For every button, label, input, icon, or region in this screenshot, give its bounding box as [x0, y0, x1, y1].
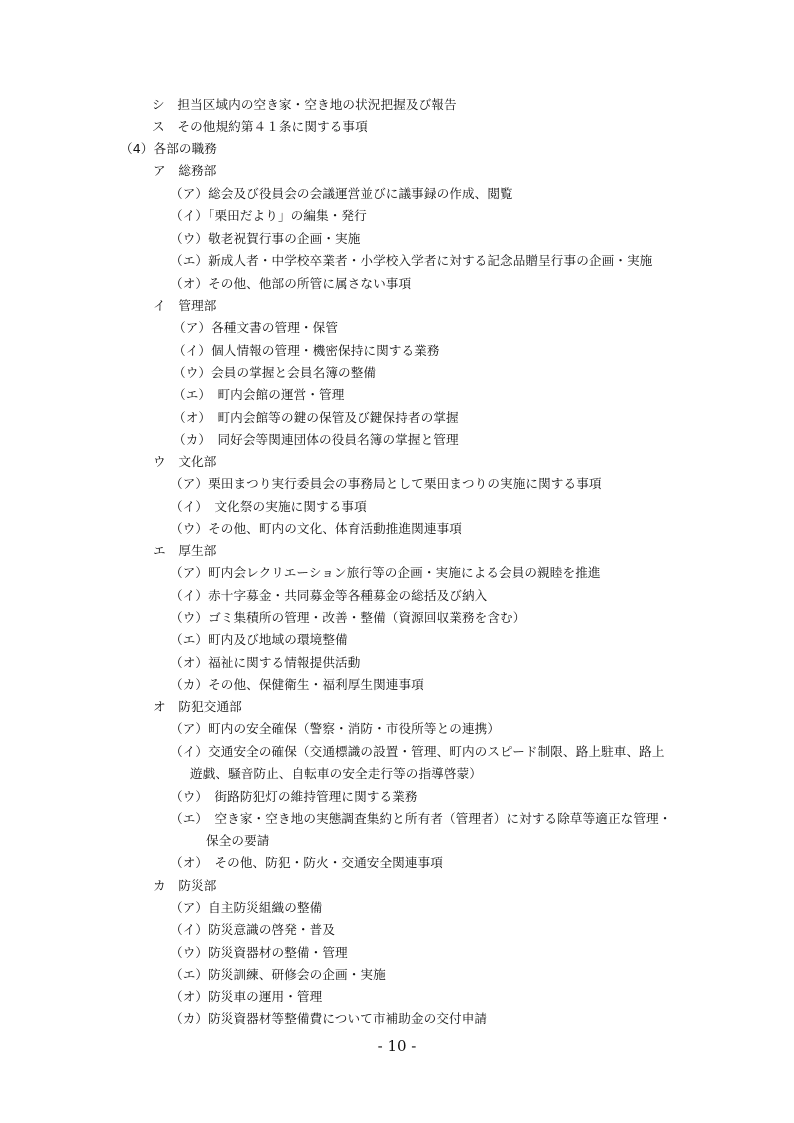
text-line: （ア）総会及び役員会の会議運営並びに議事録の作成、閲覧 — [170, 186, 513, 201]
text-line: （ウ）ゴミ集積所の管理・改善・整備（資源回収業務を含む） — [170, 610, 526, 625]
text-line: （ア）栗田まつり実行委員会の事務局として栗田まつりの実施に関する事項 — [170, 476, 602, 491]
text-line: （イ）「栗田だより」の編集・発行 — [170, 208, 367, 223]
subsection-heading: エ 厚生部 — [153, 543, 217, 558]
text-line: （エ）防災訓練、研修会の企画・実施 — [170, 967, 386, 982]
text-line: （オ）福祉に関する情報提供活動 — [170, 655, 361, 670]
text-line: （オ）防災車の運用・管理 — [170, 989, 323, 1004]
text-line: シ 担当区域内の空き家・空き地の状況把握及び報告 — [152, 97, 457, 112]
text-line: （ア）各種文書の管理・保管 — [173, 320, 339, 335]
text-line-continuation: 保全の要請 — [206, 833, 270, 848]
text-line: （ウ）会員の掌握と会員名簿の整備 — [173, 365, 377, 380]
text-line: ス その他規約第４１条に関する事項 — [152, 119, 368, 134]
text-line: （イ）防災意識の啓発・普及 — [170, 922, 336, 937]
text-line: （オ） その他、防犯・防火・交通安全関連事項 — [170, 855, 443, 870]
text-line: （オ） 町内会館等の鍵の保管及び鍵保持者の掌握 — [173, 410, 459, 425]
section-heading: （4）各部の職務 — [120, 141, 217, 156]
subsection-heading: ア 総務部 — [153, 163, 217, 178]
text-line: （カ）防災資器材等整備費について市補助金の交付申請 — [170, 1011, 488, 1026]
text-line: （エ）新成人者・中学校卒業者・小学校入学者に対する記念品贈呈行事の企画・実施 — [170, 253, 653, 268]
text-line: （ウ）敬老祝賀行事の企画・実施 — [170, 231, 361, 246]
subsection-heading: オ 防犯交通部 — [153, 699, 242, 714]
text-line: （カ） 同好会等関連団体の役員名簿の掌握と管理 — [173, 432, 459, 447]
text-line: （オ）その他、他部の所管に属さない事項 — [170, 276, 412, 291]
text-line: （カ）その他、保健衛生・福利厚生関連事項 — [170, 677, 424, 692]
text-line: （エ）町内及び地域の環境整備 — [170, 632, 348, 647]
text-line: （エ） 空き家・空き地の実態調査集約と所有者（管理者）に対する除草等適正な管理・ — [170, 811, 672, 826]
text-line: （ウ）その他、町内の文化、体育活動推進関連事項 — [170, 521, 462, 536]
text-line: （エ） 町内会館の運営・管理 — [173, 387, 345, 402]
text-line-continuation: 遊戯、騒音防止、自転車の安全走行等の指導啓蒙） — [190, 766, 482, 781]
text-line: （ア）町内の安全確保（警察・消防・市役所等との連携） — [170, 721, 501, 736]
subsection-heading: イ 管理部 — [153, 298, 217, 313]
subsection-heading: ウ 文化部 — [153, 454, 217, 469]
text-line: （ウ）防災資器材の整備・管理 — [170, 945, 348, 960]
text-line: （ア）自主防災組織の整備 — [170, 900, 323, 915]
text-line: （イ）個人情報の管理・機密保持に関する業務 — [173, 343, 440, 358]
text-line: （イ） 文化祭の実施に関する事項 — [170, 499, 367, 514]
page-number: - 10 - — [377, 1037, 417, 1055]
text-line: （イ）交通安全の確保（交通標識の設置・管理、町内のスピード制限、路上駐車、路上 — [170, 744, 665, 759]
subsection-heading: カ 防災部 — [153, 878, 217, 893]
text-line: （イ）赤十字募金・共同募金等各種募金の総括及び納入 — [170, 588, 488, 603]
text-line: （ア）町内会レクリエーション旅行等の企画・実施による会員の親睦を推進 — [170, 565, 601, 580]
text-line: （ウ） 街路防犯灯の維持管理に関する業務 — [170, 789, 418, 804]
